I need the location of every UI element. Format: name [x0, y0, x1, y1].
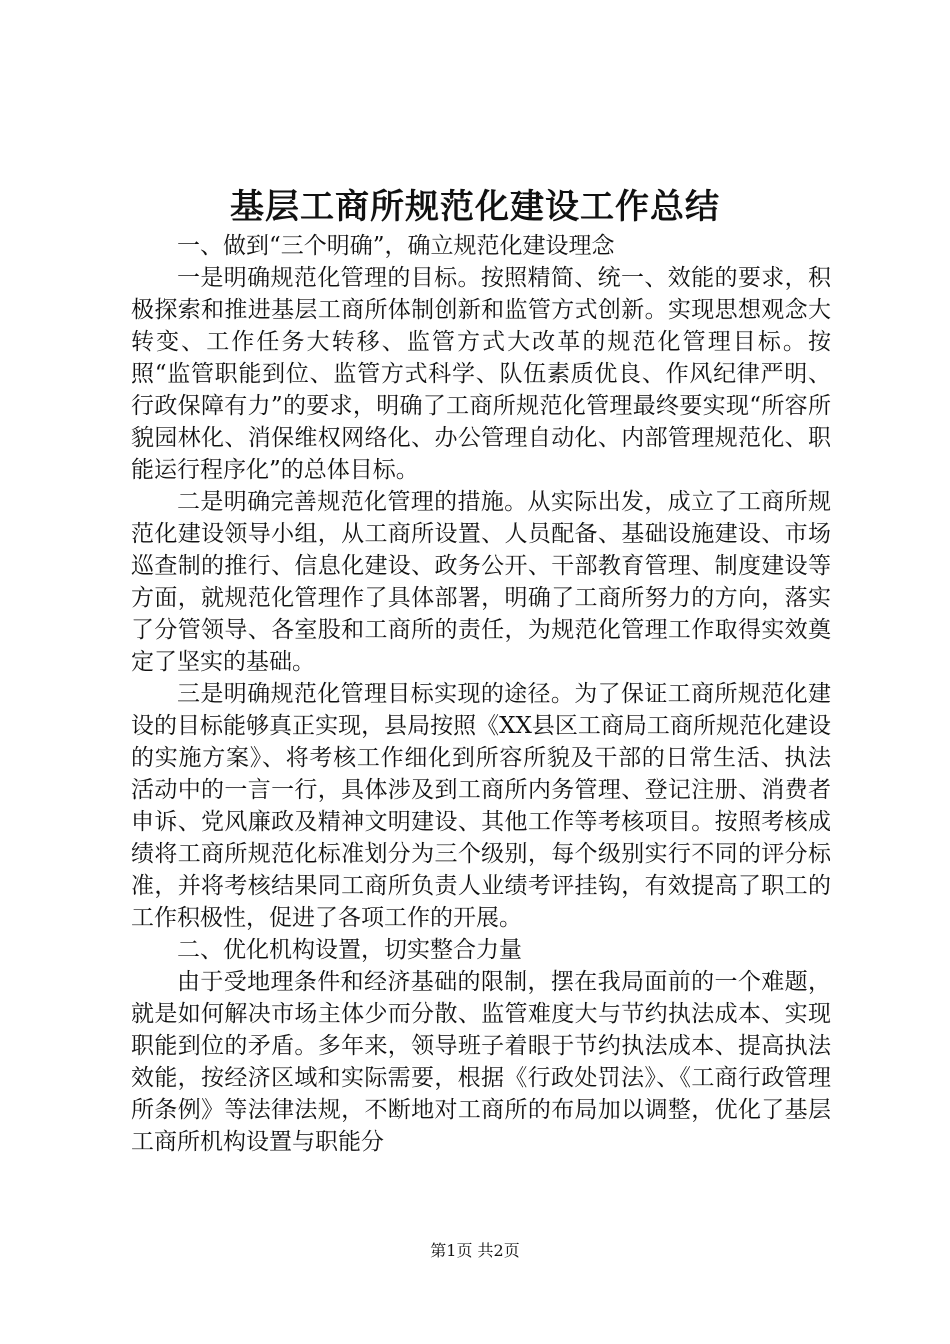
document-body: [131, 230, 831, 1158]
paragraph-3: 三是明确规范化管理目标实现的途径。为了保证工商所规范化建设的目标能够真正实现，县局按照《XX县区工商局工商所规范化建设的实施方案》、将考核工作细化到所容所貌及干部的日常生活、执法活动中的一言一行，具体涉及到工商所内务管理、登记注册、消费者申诉、党风廉政及精神文明建设、其他工作等考核项目。按照考核成绩将工商所规范化标准划分为三个级别，每个级别实行不同的评分标准，并将考核结果同工商所负责人业绩考评挂钩，有效提高了职工的工作积极性，促进了各项工作的开展。: [131, 681, 831, 931]
page-footer: 第1页 共2页: [430, 1241, 520, 1260]
paragraph-1: 一是明确规范化管理的目标。按照精简、统一、效能的要求，积极探索和推进基层工商所体制创新和监管方式创新。实现思想观念大转变、工作任务大转移、监管方式大改革的规范化管理目标。按照“监管职能到位、监管方式科学、队伍素质优良、作风纪律严明、行政保障有力”的要求，明确了工商所规范化管理最终要实现“所容所貌园林化、消保维权网络化、办公管理自动化、内部管理规范化、职能运行程序化”的总体目标。: [131, 265, 831, 483]
paragraph-4: 由于受地理条件和经济基础的限制，摆在我局面前的一个难题，就是如何解决市场主体少而分散、监管难度大与节约执法成本、实现职能到位的矛盾。多年来，领导班子着眼于节约执法成本、提高执法效能，按经济区域和实际需要，根据《行政处罚法》、《工商行政管理所条例》等法律法规，不断地对工商所的布局加以调整，优化了基层工商所机构设置与职能分: [131, 969, 831, 1155]
section-heading-1: 一、做到“三个明确”，确立规范化建设理念: [177, 233, 615, 259]
paragraph-2: 二是明确完善规范化管理的措施。从实际出发，成立了工商所规范化建设领导小组，从工商所设置、人员配备、基础设施建设、市场巡查制的推行、信息化建设、政务公开、干部教育管理、制度建设等方面，就规范化管理作了具体部署，明确了工商所努力的方向，落实了分管领导、各室股和工商所的责任，为规范化管理工作取得实效奠定了坚实的基础。: [131, 489, 831, 675]
section-heading-2: 二、优化机构设置，切实整合力量: [177, 937, 522, 963]
document-title: 基层工商所规范化建设工作总结: [230, 187, 720, 227]
